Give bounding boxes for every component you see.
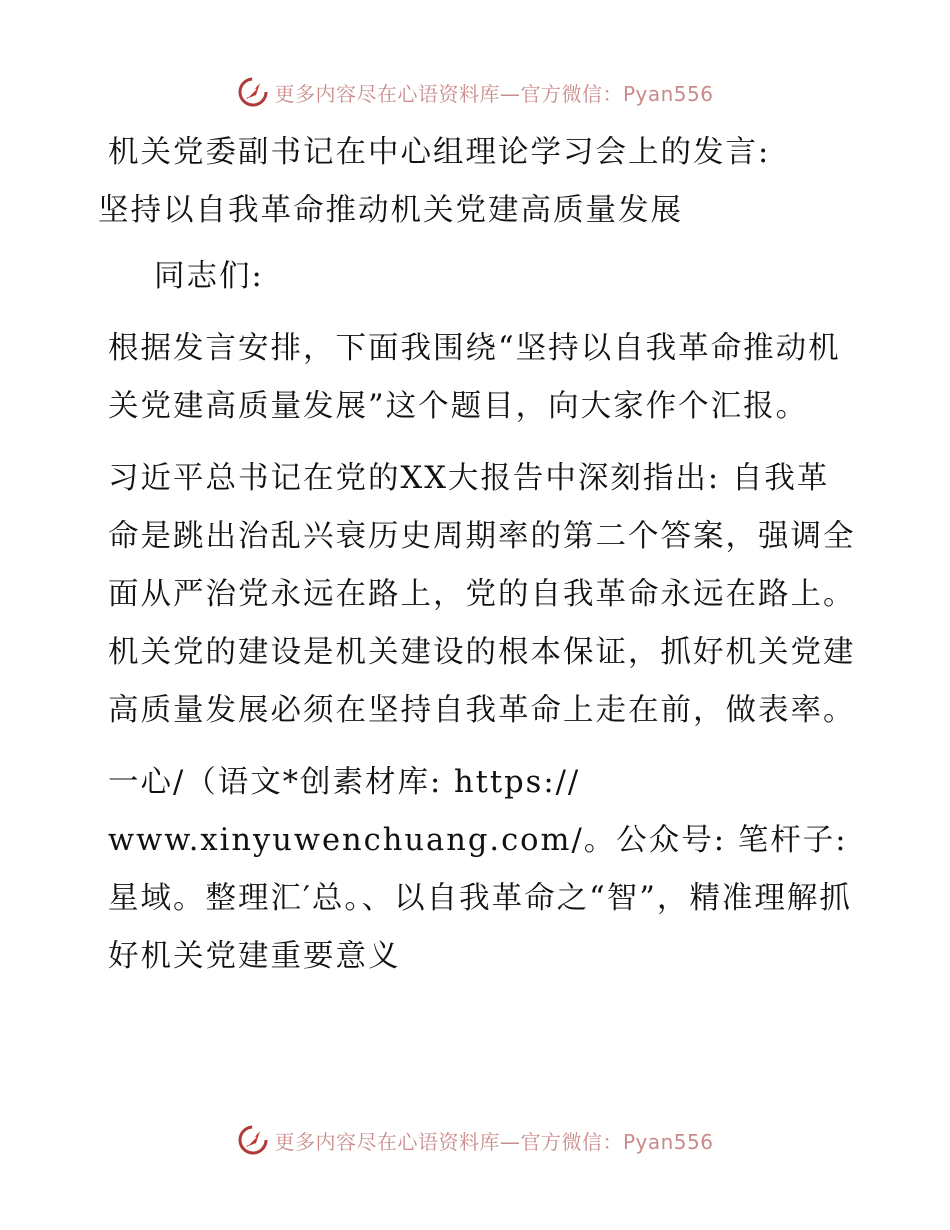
page-title	[98, 124, 858, 240]
banner-text: 更多内容尽在心语资料库—官方微信：Pyan556	[274, 81, 714, 106]
section-line-1: 一心/（语文*创素材库: https://	[108, 765, 581, 800]
title-line-2: 坚持以自我革命推动机关党建高质量发展	[98, 193, 683, 228]
header-banner	[0, 72, 950, 112]
title-line-1: 机关党委副书记在中心组理论学习会上的发言:	[108, 135, 771, 170]
document-body	[98, 124, 858, 1000]
salutation: 同志们:	[154, 259, 264, 294]
quill-swirl-icon	[236, 75, 270, 109]
section-line-2: www.xinyuwenchuang.com/。公众号: 笔杆子:星域。整理汇′总。、以自我革命之“智”，精准理解抓好机关党建重要意义	[108, 823, 852, 974]
paragraph-1: 根据发言安排，下面我围绕“坚持以自我革命推动机关党建高质量发展”这个题目，向大家作个汇报。	[108, 331, 841, 424]
paragraph-2: 习近平总书记在党的XX大报告中深刻指出: 自我革命是跳出治乱兴衰历史周期率的第二个答案，强调全面从严治党永远在路上，党的自我革命永远在路上。机关党的建设是机关建设的根本保证，抓好机关党建高质量发展必须在坚持自我革命上走在前，做表率。	[108, 461, 856, 728]
footer-banner	[0, 1120, 950, 1160]
banner-text: 更多内容尽在心语资料库—官方微信：Pyan556	[274, 1129, 714, 1154]
section-heading	[98, 754, 858, 986]
quill-swirl-icon	[236, 1123, 270, 1157]
